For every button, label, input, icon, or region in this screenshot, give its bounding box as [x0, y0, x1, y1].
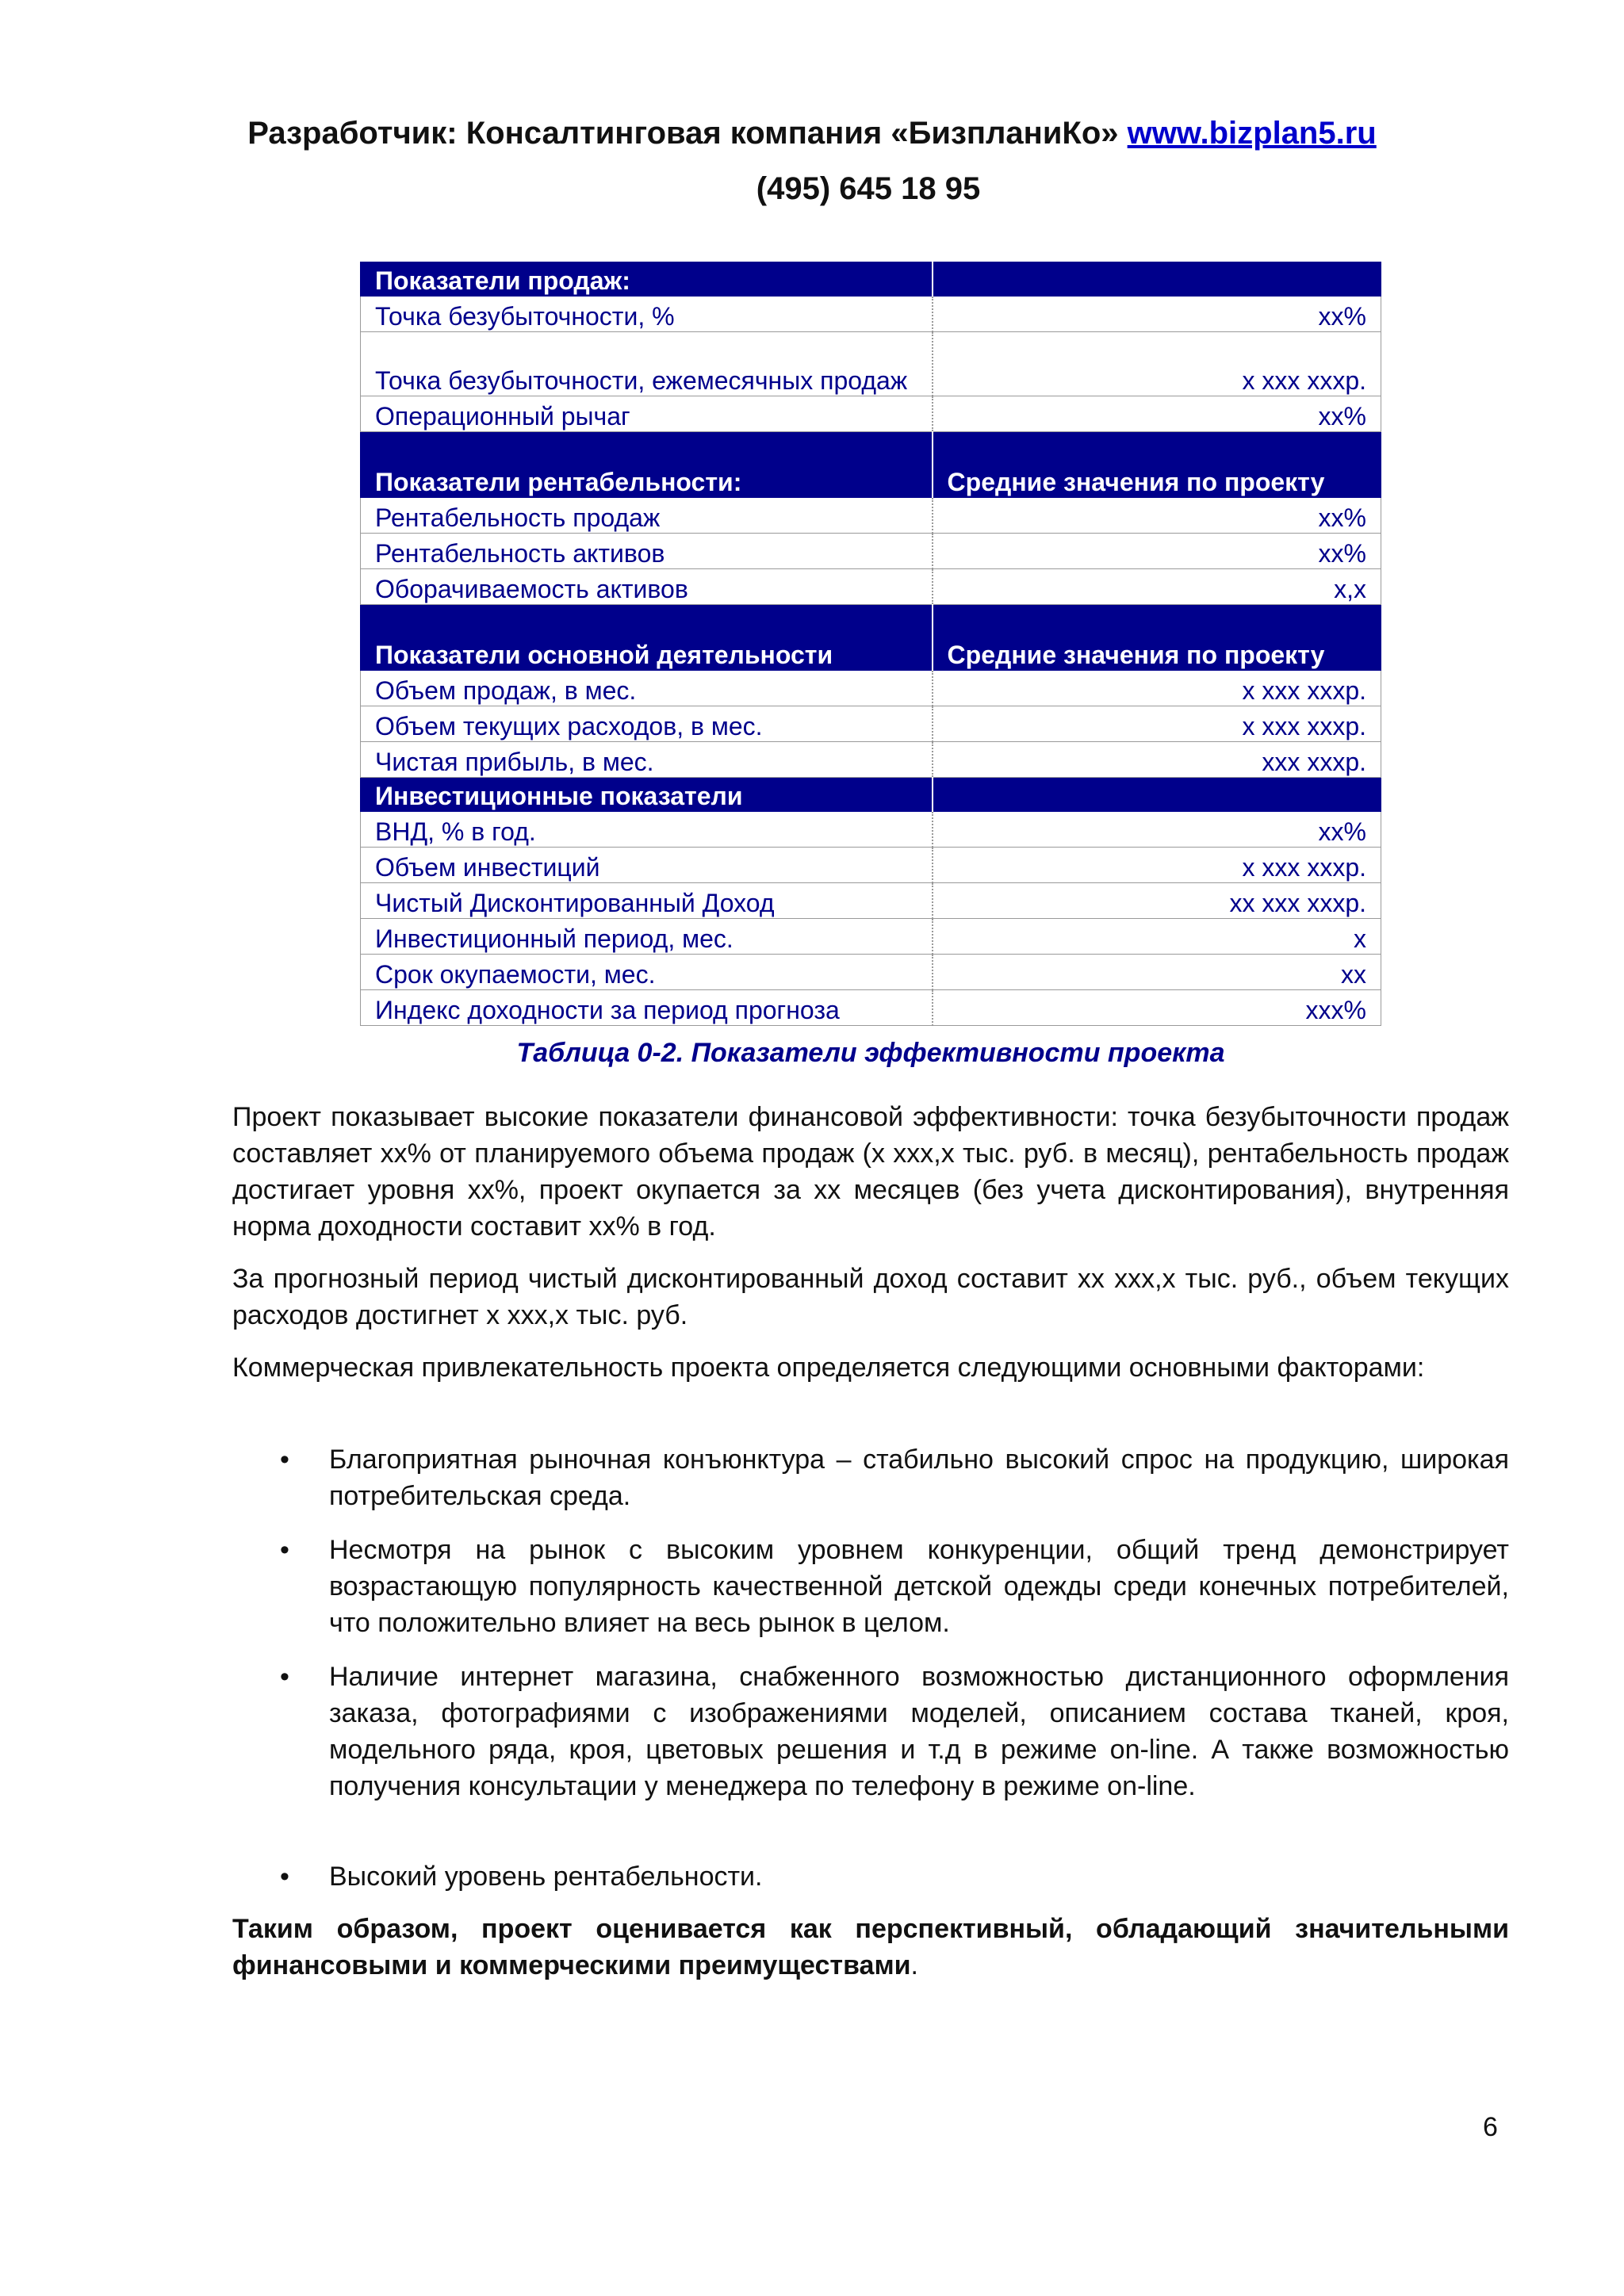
metric-label: Рентабельность продаж [361, 498, 933, 534]
table-row [361, 955, 1381, 990]
conclusion-paragraph [232, 1911, 1509, 1984]
paragraph-text: За прогнозный период чистый дисконтированный доход составит хх ххх,х тыс. руб., объем текущих расходов достигнет х ххх,х тыс. руб. [232, 1264, 1509, 1330]
table-row [361, 742, 1381, 778]
metric-label: Объем текущих расходов, в мес. [361, 706, 933, 742]
metric-label: Объем инвестиций [361, 848, 933, 883]
metric-label: Оборачиваемость активов [361, 569, 933, 605]
table-caption: Таблица 0-2. Показатели эффективности проекта [516, 1038, 1225, 1068]
bullet-icon: • [280, 1662, 289, 1692]
bullet-icon: • [280, 1862, 289, 1892]
metric-value: хх% [933, 534, 1381, 569]
section-heading: Показатели рентабельности: [361, 432, 933, 498]
list-item-text: Благоприятная рыночная конъюнктура – стабильно высокий спрос на продукцию, широкая потребительская среда. [329, 1445, 1509, 1511]
section-heading: Показатели продаж: [361, 262, 933, 297]
developer-header [0, 109, 1624, 157]
table-row [361, 297, 1381, 332]
list-item-text: Высокий уровень рентабельности. [329, 1862, 763, 1892]
metric-label: Рентабельность активов [361, 534, 933, 569]
metric-label: ВНД, % в год. [361, 812, 933, 848]
metric-value: хх% [933, 498, 1381, 534]
table-row [361, 848, 1381, 883]
metric-value: хх% [933, 812, 1381, 848]
metric-label: Срок окупаемости, мес. [361, 955, 933, 990]
table-row [361, 534, 1381, 569]
table-row [361, 812, 1381, 848]
table-row [361, 671, 1381, 706]
metric-value: хх% [933, 396, 1381, 432]
phone-number: (495) 645 18 95 [756, 171, 981, 206]
section-heading-right: Средние значения по проекту [933, 432, 1381, 498]
metric-value: ххх хххр. [933, 742, 1381, 778]
table-row [361, 332, 1381, 396]
table-row [361, 990, 1381, 1026]
table-row [361, 706, 1381, 742]
paragraph-forecast [232, 1261, 1509, 1334]
paragraph-text: Проект показывает высокие показатели финансовой эффективности: точка безубыточности продаж составляет хх% от планируемого объема продаж (х ххх,х тыс. руб. в месяц), рентабельность продаж достигает уровня хх%, проект окупается за хх месяцев (без учета дисконтирования), внутренняя норма доходности составит хх% в год. [232, 1102, 1509, 1242]
metric-label: Точка безубыточности, ежемесячных продаж [361, 332, 933, 396]
metric-label: Объем продаж, в мес. [361, 671, 933, 706]
paragraph-attractiveness [232, 1349, 1509, 1386]
section-heading: Инвестиционные показатели [361, 778, 933, 812]
efficiency-table [360, 262, 1381, 1026]
list-item-text: Несмотря на рынок с высоким уровнем конкуренции, общий тренд демонстрирует возрастающую популярность качественной детской одежды среди конечных потребителей, что положительно влияет на весь рынок в целом. [329, 1535, 1509, 1638]
table-row [361, 569, 1381, 605]
metric-value: хх [933, 955, 1381, 990]
bullet-icon: • [280, 1535, 289, 1565]
metric-value: х ххх хххр. [933, 671, 1381, 706]
list-item-text: Наличие интернет магазина, снабженного возможностью дистанционного оформления заказа, фотографиями с изображениями моделей, описанием состава тканей, кроя, модельного ряда, кроя, цветовых решения и т.д в режиме on-line. А также возможностью получения консультации у менеджера по телефону в режиме on-line. [329, 1662, 1509, 1801]
page-number: 6 [1483, 2112, 1498, 2142]
metric-value: х ххх хххр. [933, 706, 1381, 742]
metric-value: х ххх хххр. [933, 848, 1381, 883]
section-header-row [361, 605, 1381, 671]
paragraph-text: Коммерческая привлекательность проекта определяется следующими основными факторами: [232, 1353, 1425, 1383]
bullet-icon: • [280, 1445, 289, 1475]
metric-label: Операционный рычаг [361, 396, 933, 432]
metric-label: Индекс доходности за период прогноза [361, 990, 933, 1026]
table-row [361, 883, 1381, 919]
metric-label: Чистый Дисконтированный Доход [361, 883, 933, 919]
conclusion-bold-text: Таким образом, проект оценивается как перспективный, обладающий значительными финансовыми и коммерческими преимуществами [232, 1914, 1509, 1980]
conclusion-tail: . [910, 1950, 918, 1980]
section-header-row [361, 778, 1381, 812]
metric-label: Чистая прибыль, в мес. [361, 742, 933, 778]
metric-value: хх% [933, 297, 1381, 332]
paragraph-financial-efficiency [232, 1099, 1509, 1245]
section-header-row [361, 262, 1381, 297]
metric-value: х,х [933, 569, 1381, 605]
developer-text: Разработчик: Консалтинговая компания «БизпланиКо» [247, 116, 1128, 151]
metric-value: ххх% [933, 990, 1381, 1026]
website-link[interactable]: www.bizplan5.ru [1127, 116, 1377, 151]
metric-value: хх ххх хххр. [933, 883, 1381, 919]
metric-label: Инвестиционный период, мес. [361, 919, 933, 955]
section-heading-right: Средние значения по проекту [933, 605, 1381, 671]
section-heading: Показатели основной деятельности [361, 605, 933, 671]
metric-value: х [933, 919, 1381, 955]
section-heading-right [933, 262, 1381, 297]
section-heading-right [933, 778, 1381, 812]
metric-label: Точка безубыточности, % [361, 297, 933, 332]
table-row [361, 498, 1381, 534]
section-header-row [361, 432, 1381, 498]
metric-value: х ххх хххр. [933, 332, 1381, 396]
table-row [361, 396, 1381, 432]
table-row [361, 919, 1381, 955]
